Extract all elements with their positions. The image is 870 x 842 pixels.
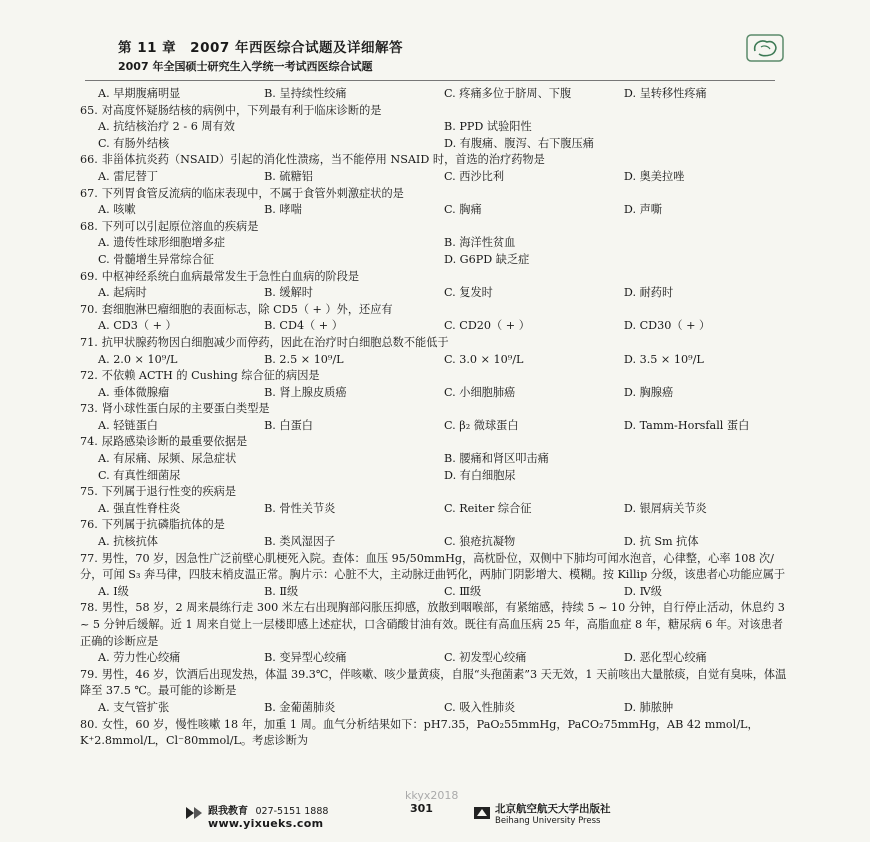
question-number: 66. bbox=[80, 153, 98, 167]
question-text: 对高度怀疑肠结核的病例中，下列最有利于临床诊断的是 bbox=[101, 103, 382, 117]
press-logo-icon bbox=[472, 804, 492, 822]
answer-option: B. 缓解时 bbox=[264, 286, 313, 300]
question-text: 抗甲状腺药物因白细胞减少而停药，因此在治疗时白细胞总数不能低于 bbox=[101, 335, 449, 349]
question-number: 75. bbox=[80, 485, 98, 499]
question-stem bbox=[80, 667, 790, 700]
question-stem bbox=[80, 335, 790, 352]
answer-option: A. 抗结核治疗 2 - 6 周有效 bbox=[98, 120, 235, 134]
question-stem bbox=[80, 517, 790, 534]
question-text: 下列胃食管反流病的临床表现中，不属于食管外刺激症状的是 bbox=[101, 186, 404, 200]
answer-option: A. 咳嗽 bbox=[98, 203, 136, 217]
answer-option: B. 白蛋白 bbox=[264, 418, 313, 432]
question-item bbox=[80, 434, 790, 484]
answer-option: C. 有肠外结核 bbox=[98, 136, 170, 150]
option-row bbox=[80, 252, 790, 269]
question-item bbox=[80, 551, 790, 601]
question-text: 男性，58 岁，2 周来晨练行走 300 米左右出现胸部闷胀压抑感，放散到咽喉部，有紧缩感，持续 5 ~ 10 分钟，自行停止活动，休息约 3 ~ 5 分钟后缓解。近 1 周来自觉上一层楼即感上述症状，口含硝酸甘油有效。既往有高血压病 25 年，高脂血症 8 年，糖尿病 6 年。对该患者正确的诊断应是 bbox=[80, 601, 785, 648]
answer-option: C. 初发型心绞痛 bbox=[443, 651, 527, 665]
exam-subtitle: 2007 年全国硕士研究生入学统一考试西医综合试题 bbox=[118, 60, 373, 73]
answer-option: D. 有白细胞尿 bbox=[444, 468, 516, 482]
option-row bbox=[80, 700, 790, 717]
question-item bbox=[80, 269, 790, 302]
answer-option: D. 3.5 × 10⁹/L bbox=[623, 352, 704, 366]
publisher-logo-icon bbox=[184, 804, 204, 822]
question-stem bbox=[80, 401, 790, 418]
answer-option: A. 垂体微腺瘤 bbox=[98, 385, 170, 399]
question-stem bbox=[80, 551, 790, 584]
page-number: 301 bbox=[410, 802, 433, 815]
question-number: 69. bbox=[80, 269, 98, 283]
question-text: 男性，46 岁，饮酒后出现发热，体温 39.3℃，伴咳嗽、咳少量黄痰，自服“头孢菌素”3 天无效，1 天前咳出大量脓痰，自觉有臭味，体温降至 37.5 ℃。最可能的诊断是 bbox=[80, 667, 787, 698]
answer-option: A. 支气管扩张 bbox=[98, 700, 170, 714]
question-list bbox=[80, 86, 790, 750]
answer-option: C. Ⅲ级 bbox=[443, 584, 482, 598]
answer-option: B. 骨性关节炎 bbox=[264, 501, 336, 515]
answer-option: C. 疼痛多位于脐周、下腹 bbox=[443, 87, 572, 100]
option-row bbox=[80, 119, 790, 136]
question-stem bbox=[80, 302, 790, 319]
question-stem bbox=[80, 600, 790, 650]
question-stem bbox=[80, 484, 790, 501]
answer-option: A. 强直性脊柱炎 bbox=[98, 501, 181, 515]
question-number: 77. bbox=[80, 551, 98, 565]
question-stem bbox=[80, 717, 790, 750]
question-number: 70. bbox=[80, 302, 98, 316]
answer-option: B. CD4（ + ） bbox=[264, 319, 343, 333]
question-item bbox=[80, 86, 790, 103]
question-stem bbox=[80, 186, 790, 203]
question-text: 男性，70 岁，因急性广泛前壁心肌梗死入院。查体：血压 95/50mmHg，高枕卧位，双侧中下肺均可闻水泡音，心律整，心率 108 次/分，可闻 S₃ 奔马律，四肢末梢皮温正常。胸片示：心脏不大，主动脉迂曲钙化，两肺门阴影增大、模糊。按 Killip 分级，该患者心功能应属于 bbox=[80, 551, 786, 582]
question-number: 73. bbox=[80, 402, 98, 416]
option-row bbox=[80, 534, 790, 551]
question-number: 79. bbox=[80, 667, 98, 681]
option-row bbox=[80, 136, 790, 153]
answer-option: D. 恶化型心绞痛 bbox=[623, 651, 707, 665]
option-row bbox=[80, 468, 790, 485]
question-item bbox=[80, 219, 790, 269]
answer-option: C. CD20（ + ） bbox=[443, 319, 530, 333]
option-row bbox=[80, 285, 790, 302]
question-item bbox=[80, 152, 790, 185]
answer-option: D. 声嘶 bbox=[623, 203, 662, 217]
answer-option: A. 雷尼替丁 bbox=[98, 169, 158, 183]
option-row bbox=[80, 169, 790, 186]
question-text: 女性，60 岁，慢性咳嗽 18 年，加重 1 周。血气分析结果如下：pH7.35，PaO₂55mmHg，PaCO₂75mmHg，AB 42 mmol/L，K⁺2.8mmol/L，Cl⁻80mmol/L。考虑诊断为 bbox=[80, 717, 759, 748]
question-text: 不依赖 ACTH 的 Cushing 综合征的病因是 bbox=[101, 369, 320, 383]
answer-option: C. 狼疮抗凝物 bbox=[443, 535, 516, 549]
question-text: 非甾体抗炎药（NSAID）引起的消化性溃疡，当不能停用 NSAID 时，首选的治疗药物是 bbox=[101, 153, 545, 167]
answer-option: A. 有尿痛、尿频、尿急症状 bbox=[98, 452, 237, 466]
option-row bbox=[80, 385, 790, 402]
question-number: 68. bbox=[80, 219, 98, 233]
answer-option: D. Ⅳ级 bbox=[623, 584, 662, 598]
answer-option: D. 抗 Sm 抗体 bbox=[623, 535, 699, 549]
question-number: 78. bbox=[80, 601, 98, 615]
option-row bbox=[80, 584, 790, 601]
chapter-title: 第 11 章 2007 年西医综合试题及详细解答 bbox=[118, 40, 403, 56]
answer-option: A. 抗核抗体 bbox=[98, 535, 158, 549]
question-text: 下列属于退行性变的疾病是 bbox=[101, 485, 237, 499]
press-name-cn: 北京航空航天大学出版社 bbox=[495, 803, 611, 815]
option-row bbox=[80, 418, 790, 435]
question-item bbox=[80, 103, 790, 153]
watermark: kkyx2018 bbox=[405, 789, 459, 802]
brand-url: www.yixueks.com bbox=[208, 817, 324, 830]
answer-option: B. 类风湿因子 bbox=[264, 535, 336, 549]
question-item bbox=[80, 717, 790, 750]
question-text: 中枢神经系统白血病最常发生于急性白血病的阶段是 bbox=[101, 269, 360, 283]
answer-option: B. 硫糖铝 bbox=[264, 169, 313, 183]
question-text: 下列可以引起原位溶血的疾病是 bbox=[101, 219, 259, 233]
answer-option: B. Ⅱ级 bbox=[264, 584, 299, 598]
question-item bbox=[80, 667, 790, 717]
answer-option: C. 复发时 bbox=[443, 286, 493, 300]
question-text: 套细胞淋巴瘤细胞的表面标志，除 CD5（ + ）外，还应有 bbox=[101, 302, 393, 316]
question-item bbox=[80, 517, 790, 550]
option-row bbox=[80, 318, 790, 335]
answer-option: C. 小细胞肺癌 bbox=[443, 385, 516, 399]
answer-option: D. 呈转移性疼痛 bbox=[623, 87, 707, 100]
answer-option: B. 哮喘 bbox=[264, 203, 302, 217]
answer-option: C. 胸痛 bbox=[443, 203, 482, 217]
answer-option: A. 2.0 × 10⁹/L bbox=[98, 352, 178, 366]
answer-option: B. 腰痛和肾区叩击痛 bbox=[444, 452, 549, 466]
footer-right-press bbox=[495, 801, 611, 826]
question-stem bbox=[80, 152, 790, 169]
answer-option: B. 海洋性贫血 bbox=[444, 236, 516, 250]
question-text: 肾小球性蛋白尿的主要蛋白类型是 bbox=[101, 402, 270, 416]
question-stem bbox=[80, 219, 790, 236]
answer-option: A. 起病时 bbox=[98, 286, 147, 300]
question-number: 72. bbox=[80, 369, 98, 383]
option-row bbox=[80, 451, 790, 468]
brand-name: 跟我教育 bbox=[208, 806, 248, 817]
option-row bbox=[80, 650, 790, 667]
option-row bbox=[80, 501, 790, 518]
brand-phone: 027-5151 1888 bbox=[255, 806, 329, 817]
page-footer bbox=[0, 789, 870, 838]
question-text: 下列属于抗磷脂抗体的是 bbox=[101, 518, 225, 532]
answer-option: D. 有腹痛、腹泻、右下腹压痛 bbox=[444, 136, 594, 150]
answer-option: D. 肺脓肿 bbox=[623, 700, 674, 714]
answer-option: B. 2.5 × 10⁹/L bbox=[264, 352, 344, 366]
answer-option: C. 西沙比利 bbox=[443, 169, 505, 183]
page-header bbox=[118, 36, 758, 74]
question-number: 76. bbox=[80, 518, 98, 532]
question-text: 尿路感染诊断的最重要依据是 bbox=[101, 435, 248, 449]
question-item bbox=[80, 600, 790, 666]
question-stem bbox=[80, 269, 790, 286]
answer-option: D. G6PD 缺乏症 bbox=[444, 252, 530, 266]
answer-option: B. 呈持续性绞痛 bbox=[264, 87, 347, 100]
answer-option: A. 早期腹痛明显 bbox=[98, 87, 181, 100]
question-stem bbox=[80, 368, 790, 385]
question-stem bbox=[80, 434, 790, 451]
question-item bbox=[80, 302, 790, 335]
question-stem bbox=[80, 103, 790, 120]
header-rule bbox=[85, 80, 775, 81]
answer-option: C. 3.0 × 10⁹/L bbox=[443, 352, 524, 366]
footer-left-brand bbox=[208, 802, 328, 830]
question-number: 65. bbox=[80, 103, 98, 117]
question-item bbox=[80, 368, 790, 401]
answer-option: B. 变异型心绞痛 bbox=[264, 651, 347, 665]
option-row bbox=[80, 202, 790, 219]
answer-option: D. CD30（ + ） bbox=[623, 319, 711, 333]
answer-option: A. 遗传性球形细胞增多症 bbox=[98, 236, 226, 250]
answer-option: A. 劳力性心绞痛 bbox=[98, 651, 181, 665]
answer-option: C. β₂ 微球蛋白 bbox=[443, 418, 519, 432]
option-row bbox=[80, 235, 790, 252]
answer-option: C. 有真性细菌尿 bbox=[98, 468, 181, 482]
option-row bbox=[80, 86, 790, 103]
answer-option: D. 胸腺癌 bbox=[623, 385, 674, 399]
question-item bbox=[80, 401, 790, 434]
answer-option: A. 轻链蛋白 bbox=[98, 418, 158, 432]
answer-option: B. 金葡菌肺炎 bbox=[264, 700, 336, 714]
question-number: 67. bbox=[80, 186, 98, 200]
answer-option: D. 奥美拉唑 bbox=[623, 169, 685, 183]
question-number: 80. bbox=[80, 717, 98, 731]
answer-option: C. 吸入性肺炎 bbox=[443, 700, 516, 714]
question-item bbox=[80, 335, 790, 368]
answer-option: D. 银屑病关节炎 bbox=[623, 501, 707, 515]
answer-option: B. 肾上腺皮质癌 bbox=[264, 385, 347, 399]
answer-option: C. Reiter 综合征 bbox=[443, 501, 532, 515]
answer-option: B. PPD 试验阳性 bbox=[444, 120, 532, 134]
answer-option: A. CD3（ + ） bbox=[98, 319, 177, 333]
option-row bbox=[80, 352, 790, 369]
answer-option: A. Ⅰ级 bbox=[98, 584, 129, 598]
answer-option: D. Tamm-Horsfall 蛋白 bbox=[623, 418, 750, 432]
question-number: 71. bbox=[80, 335, 98, 349]
press-name-en: Beihang University Press bbox=[495, 816, 601, 826]
answer-option: D. 耐药时 bbox=[623, 286, 674, 300]
question-number: 74. bbox=[80, 435, 98, 449]
question-item bbox=[80, 484, 790, 517]
brain-logo-icon bbox=[745, 33, 785, 63]
answer-option: C. 骨髓增生异常综合征 bbox=[98, 252, 214, 266]
question-item bbox=[80, 186, 790, 219]
